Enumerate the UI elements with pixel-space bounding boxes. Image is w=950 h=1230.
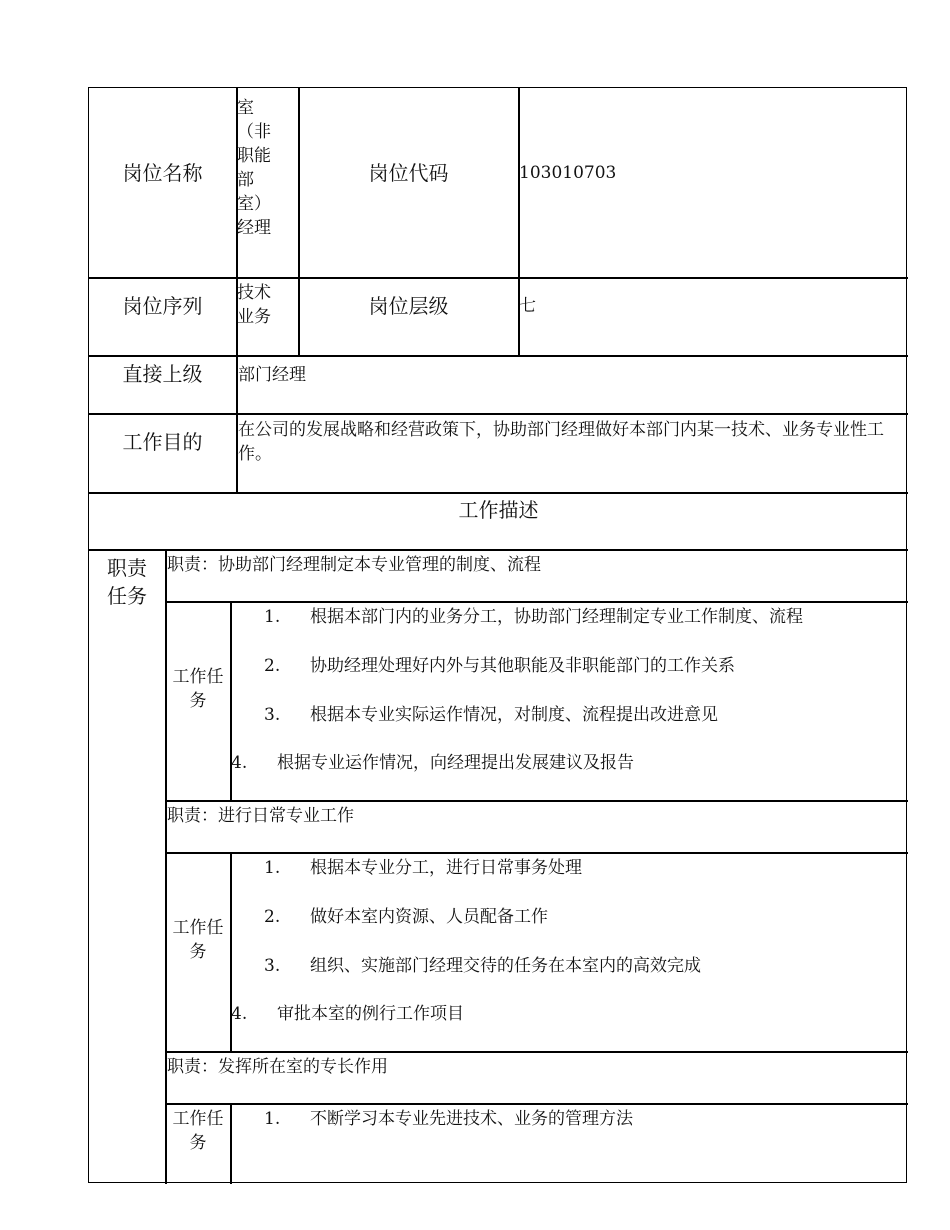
row-divider <box>166 1051 908 1053</box>
task-item: 1. 根据本部门内的业务分工，协助部门经理制定专业工作制度、流程 <box>264 607 803 627</box>
row-divider <box>89 277 908 279</box>
row-divider <box>166 800 908 802</box>
row-divider <box>166 1103 908 1105</box>
post-code-value: 103010703 <box>519 163 617 183</box>
task-item: 3. 组织、实施部门经理交待的任务在本室内的高效完成 <box>264 956 701 976</box>
task-item: 1. 根据本专业分工，进行日常事务处理 <box>264 858 582 878</box>
task-label: 工作任务 <box>172 1109 224 1153</box>
job-description-table <box>88 87 907 1183</box>
row-divider <box>89 413 908 415</box>
row-divider <box>166 852 908 854</box>
post-name-label: 岗位名称 <box>122 161 203 185</box>
post-name-value: 室（非职能部室）经理 <box>237 98 271 238</box>
row-divider <box>89 549 908 551</box>
post-code-label: 岗位代码 <box>368 161 449 185</box>
superior-value: 部门经理 <box>238 365 306 385</box>
col-divider <box>165 549 167 1184</box>
purpose-label: 工作目的 <box>122 430 203 454</box>
duties-label: 职责任务 <box>107 556 147 608</box>
post-level-value: 七 <box>519 296 536 316</box>
work-description-title: 工作描述 <box>458 498 539 522</box>
col-divider <box>230 1103 232 1184</box>
post-level-label: 岗位层级 <box>368 294 449 318</box>
task-label: 工作任务 <box>172 918 224 962</box>
row-divider <box>89 355 908 357</box>
task-label: 工作任务 <box>172 667 224 711</box>
post-series-label: 岗位序列 <box>122 294 203 318</box>
row-divider <box>166 601 908 603</box>
task-item: 3. 根据本专业实际运作情况，对制度、流程提出改进意见 <box>264 705 718 725</box>
task-item: 1. 不断学习本专业先进技术、业务的管理方法 <box>264 1109 633 1129</box>
task-item: 2. 做好本室内资源、人员配备工作 <box>264 907 548 927</box>
duty-title: 职责：协助部门经理制定本专业管理的制度、流程 <box>167 555 541 575</box>
post-series-value: 技术业务 <box>237 283 271 327</box>
row-divider <box>89 492 908 494</box>
task-item: 4. 根据专业运作情况，向经理提出发展建议及报告 <box>231 753 634 773</box>
task-item: 2. 协助经理处理好内外与其他职能及非职能部门的工作关系 <box>264 656 735 676</box>
task-item: 4. 审批本室的例行工作项目 <box>231 1004 464 1024</box>
duty-title: 职责：进行日常专业工作 <box>167 806 354 826</box>
superior-label: 直接上级 <box>122 362 203 386</box>
duty-title: 职责：发挥所在室的专长作用 <box>167 1057 388 1077</box>
purpose-value: 在公司的发展战略和经营政策下，协助部门经理做好本部门内某一技术、业务专业性工作。 <box>238 420 884 464</box>
